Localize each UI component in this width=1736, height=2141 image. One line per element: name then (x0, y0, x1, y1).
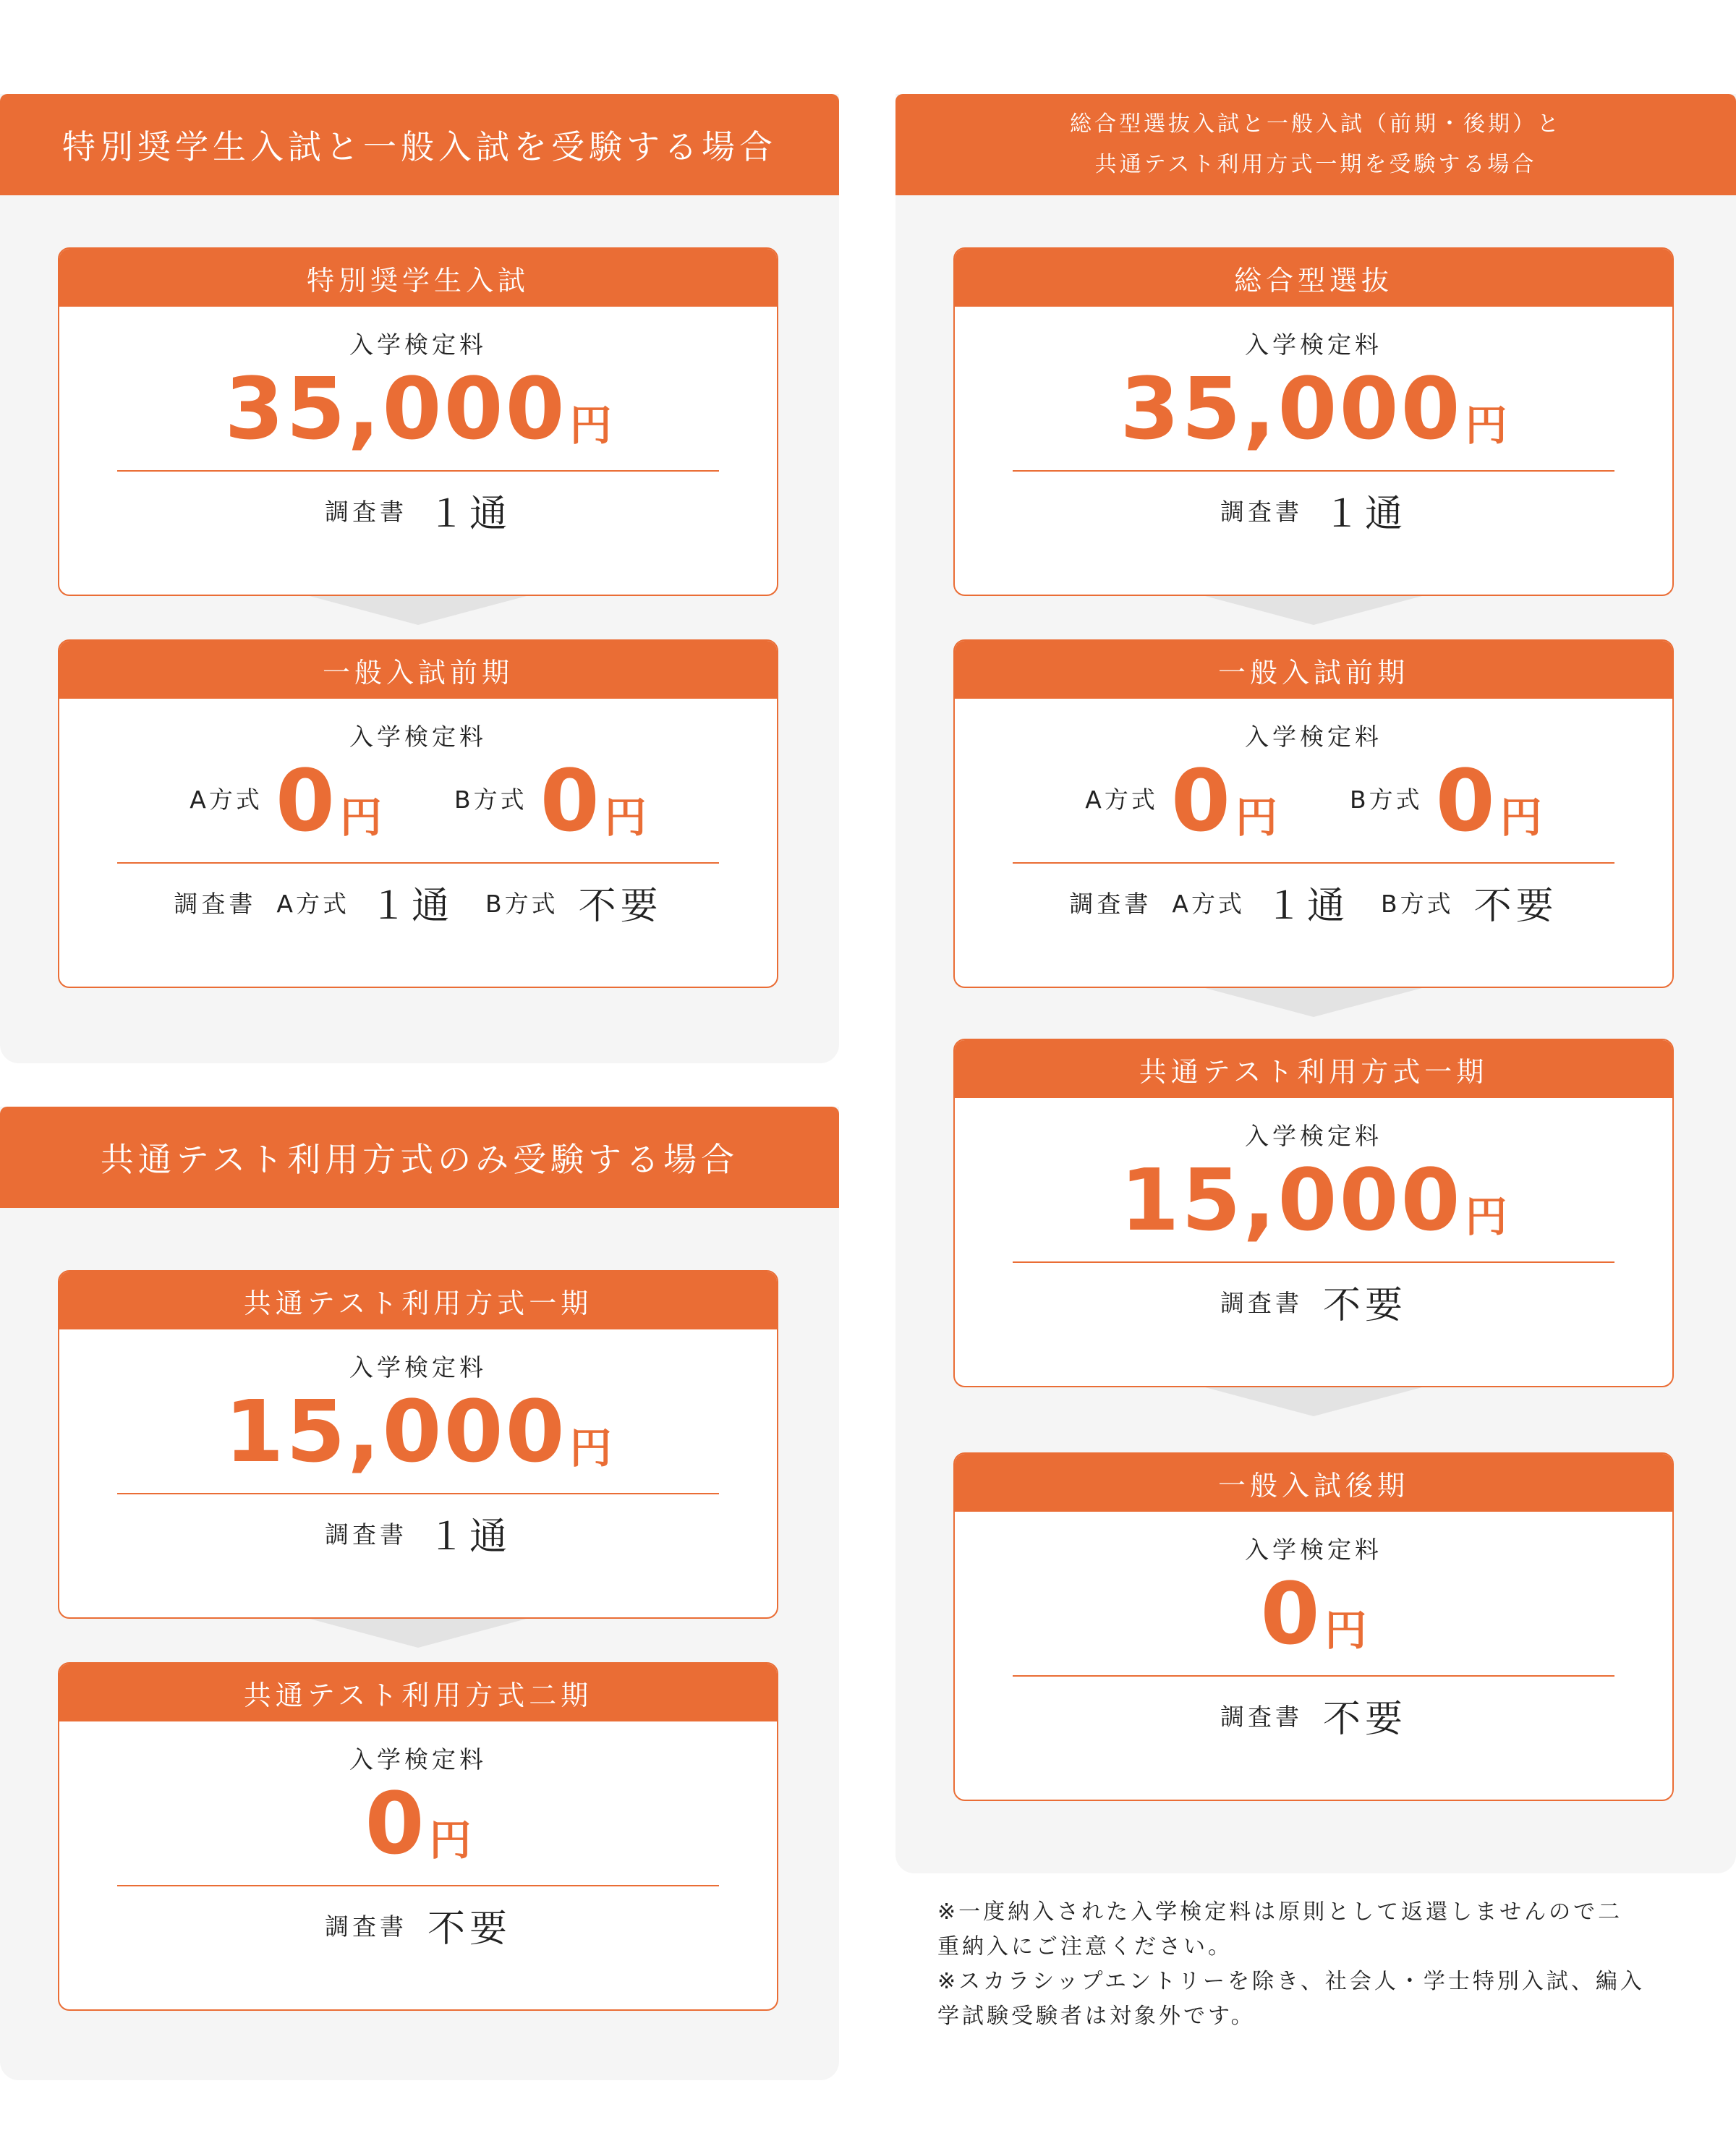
footnote-line: 重納入にご注意ください。 (937, 1934, 1233, 1959)
card-common-test-first (58, 1270, 778, 1619)
panel-header (895, 94, 1736, 195)
docs-label: 調査書 (324, 497, 407, 526)
method-b-label: B方式 (454, 785, 527, 814)
yen-unit: 円 (1324, 1606, 1367, 1655)
docs-label: 調査書 (174, 889, 257, 918)
method-a-price (190, 751, 382, 851)
docs-row (955, 1677, 1672, 1753)
yen-unit: 円 (1465, 1192, 1507, 1241)
docs-value: １通 (427, 1515, 511, 1559)
arrow-down-icon (310, 596, 527, 625)
price-row (59, 1774, 777, 1873)
panel-comprehensive-general-common (895, 94, 1736, 1873)
docs-row (955, 864, 1672, 940)
docs-label: 調査書 (1220, 1288, 1303, 1317)
docs-label: 調査書 (1069, 889, 1152, 918)
card-comprehensive-selection (953, 247, 1674, 596)
fee-label: 入学検定料 (349, 331, 487, 359)
panel-title-line-1: 総合型選抜入試と一般入試（前期・後期）と (1070, 111, 1562, 137)
docs-value-a: １通 (1264, 884, 1349, 928)
yen-unit: 円 (604, 793, 647, 842)
docs-value: 不要 (1322, 1283, 1407, 1327)
yen-unit: 円 (1235, 793, 1277, 842)
card-title: 一般入試前期 (955, 641, 1672, 699)
docs-value: 不要 (1322, 1697, 1407, 1741)
method-b-label: B方式 (1349, 785, 1423, 814)
docs-row (59, 472, 777, 548)
fee-label: 入学検定料 (1245, 723, 1382, 751)
card-title: 共通テスト利用方式一期 (59, 1272, 777, 1329)
card-common-test-second (58, 1662, 778, 2011)
fee-label: 入学検定料 (1245, 331, 1382, 359)
price-row (59, 359, 777, 459)
method-b-price (1349, 751, 1542, 851)
yen-unit: 円 (1499, 793, 1542, 842)
price-value: 35,000 (1120, 359, 1463, 459)
price-value: 0 (1170, 751, 1233, 851)
method-a-label: A方式 (276, 889, 349, 918)
fee-label: 入学検定料 (1245, 1536, 1382, 1564)
arrow-down-icon (310, 1619, 527, 1648)
card-common-test-first (953, 1039, 1674, 1387)
panel-common-test-only (0, 1107, 839, 2080)
price-value: 0 (1435, 751, 1497, 851)
yen-unit: 円 (569, 1423, 612, 1473)
arrow-down-icon (1205, 988, 1422, 1017)
docs-label: 調査書 (1220, 497, 1303, 526)
price-row (955, 1564, 1672, 1664)
price-value: 35,000 (224, 359, 567, 459)
docs-value: １通 (1322, 492, 1407, 536)
yen-unit: 円 (339, 793, 382, 842)
fee-label: 入学検定料 (349, 723, 487, 751)
panel-title: 共通テスト利用方式のみ受験する場合 (100, 1140, 739, 1179)
method-b-price (454, 751, 647, 851)
card-general-first (953, 639, 1674, 988)
docs-label: 調査書 (324, 1912, 407, 1941)
price-value: 15,000 (1120, 1150, 1463, 1250)
docs-value-b: 不要 (1473, 884, 1558, 928)
card-special-scholarship (58, 247, 778, 596)
yen-unit: 円 (569, 401, 612, 450)
price-row (955, 751, 1672, 851)
method-b-label: B方式 (1380, 889, 1454, 918)
card-title: 特別奨学生入試 (59, 249, 777, 307)
footnote-line: 学試験受験者は対象外です。 (937, 2004, 1256, 2029)
card-general-second (953, 1452, 1674, 1801)
docs-value-a: １通 (369, 884, 454, 928)
card-title: 一般入試前期 (59, 641, 777, 699)
price-value: 15,000 (224, 1382, 567, 1481)
method-a-price (1085, 751, 1277, 851)
panel-title: 特別奨学生入試と一般入試を受験する場合 (62, 127, 777, 166)
method-b-label: B方式 (485, 889, 558, 918)
docs-label: 調査書 (1220, 1702, 1303, 1731)
fee-label: 入学検定料 (349, 1353, 487, 1382)
price-row (955, 359, 1672, 459)
price-row (59, 1382, 777, 1481)
docs-value: １通 (427, 492, 511, 536)
fee-label: 入学検定料 (1245, 1122, 1382, 1150)
panel-title-line-2: 共通テスト利用方式一期を受験する場合 (1094, 152, 1537, 177)
card-title: 共通テスト利用方式一期 (955, 1040, 1672, 1098)
price-row (955, 1150, 1672, 1250)
docs-row (955, 472, 1672, 548)
price-value: 0 (1260, 1564, 1322, 1664)
docs-value-b: 不要 (578, 884, 663, 928)
card-title: 共通テスト利用方式二期 (59, 1664, 777, 1721)
footnote (937, 1895, 1690, 2034)
price-row (59, 751, 777, 851)
docs-row (955, 1263, 1672, 1340)
yen-unit: 円 (429, 1816, 472, 1865)
docs-value: 不要 (427, 1907, 511, 1951)
panel-header (0, 1107, 839, 1208)
docs-row (59, 864, 777, 940)
docs-row (59, 1494, 777, 1571)
footnote-line: ※一度納入された入学検定料は原則として返還しませんので二 (937, 1899, 1623, 1925)
arrow-down-icon (1205, 596, 1422, 625)
method-a-label: A方式 (1172, 889, 1245, 918)
price-value: 0 (275, 751, 337, 851)
panel-special-and-general (0, 94, 839, 1063)
docs-label: 調査書 (324, 1520, 407, 1549)
yen-unit: 円 (1465, 401, 1507, 450)
arrow-down-icon (1205, 1387, 1422, 1416)
method-a-label: A方式 (1085, 785, 1158, 814)
method-a-label: A方式 (190, 785, 263, 814)
price-value: 0 (540, 751, 602, 851)
price-value: 0 (365, 1774, 427, 1873)
card-general-first (58, 639, 778, 988)
fee-label: 入学検定料 (349, 1745, 487, 1774)
panel-header (0, 94, 839, 195)
footnote-line: ※スカラシップエントリーを除き、社会人・学士特別入試、編入 (937, 1969, 1645, 1994)
card-title: 一般入試後期 (955, 1454, 1672, 1512)
docs-row (59, 1886, 777, 1963)
card-title: 総合型選抜 (955, 249, 1672, 307)
